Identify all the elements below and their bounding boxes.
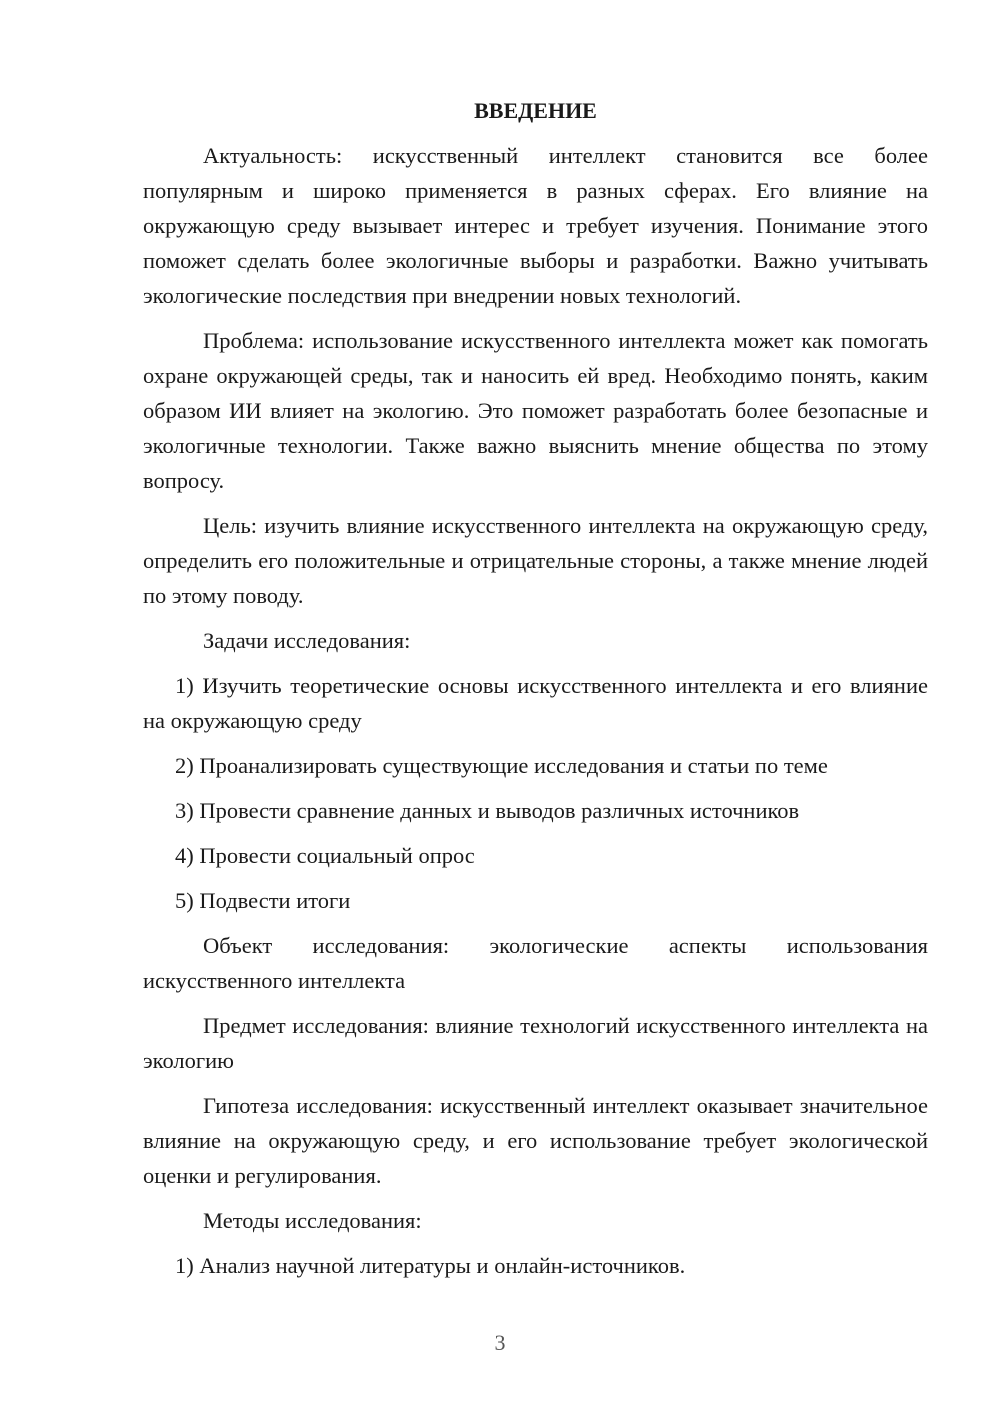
task-item-3: 3) Провести сравнение данных и выводов различных источников <box>175 798 800 823</box>
paragraph-relevance: Актуальность: искусственный интеллект становится все более популярным и широко применяется в разных сферах. Его влияние на окружающую среду вызывает интерес и требует изучения. Понимание этого поможет сделать более экологичные выборы и разработки. Важно учитывать экологические последствия при внедрении новых технологий. <box>143 143 928 308</box>
methods-title: Методы исследования: <box>203 1208 422 1233</box>
page-title: ВВЕДЕНИЕ <box>474 98 597 123</box>
page-number: 3 <box>494 1330 506 1355</box>
paragraph-subject: Предмет исследования: влияние технологий искусственного интеллекта на экологию <box>143 1013 928 1073</box>
paragraph-hypothesis: Гипотеза исследования: искусственный интеллект оказывает значительное влияние на окружающую среду, и его использование требует экологической оценки и регулирования. <box>143 1093 928 1188</box>
tasks-title: Задачи исследования: <box>203 628 411 653</box>
task-item-4: 4) Провести социальный опрос <box>175 843 475 868</box>
method-item-1: 1) Анализ научной литературы и онлайн-источников. <box>175 1253 686 1278</box>
task-item-2: 2) Проанализировать существующие исследования и статьи по теме <box>175 753 828 778</box>
paragraph-problem: Проблема: использование искусственного интеллекта может как помогать охране окружающей среды, так и наносить ей вред. Необходимо понять, каким образом ИИ влияет на экологию. Это поможет разработать более безопасные и экологичные технологии. Также важно выяснить мнение общества по этому вопросу. <box>143 328 928 493</box>
task-item-1: 1) Изучить теоретические основы искусственного интеллекта и его влияние на окружающую среду <box>143 673 928 733</box>
task-item-5: 5) Подвести итоги <box>175 888 351 913</box>
document-page <box>143 96 928 1293</box>
paragraph-object: Объект исследования: экологические аспекты использования искусственного интеллекта <box>143 933 928 993</box>
paragraph-goal: Цель: изучить влияние искусственного интеллекта на окружающую среду, определить его положительные и отрицательные стороны, а также мнение людей по этому поводу. <box>143 513 928 608</box>
